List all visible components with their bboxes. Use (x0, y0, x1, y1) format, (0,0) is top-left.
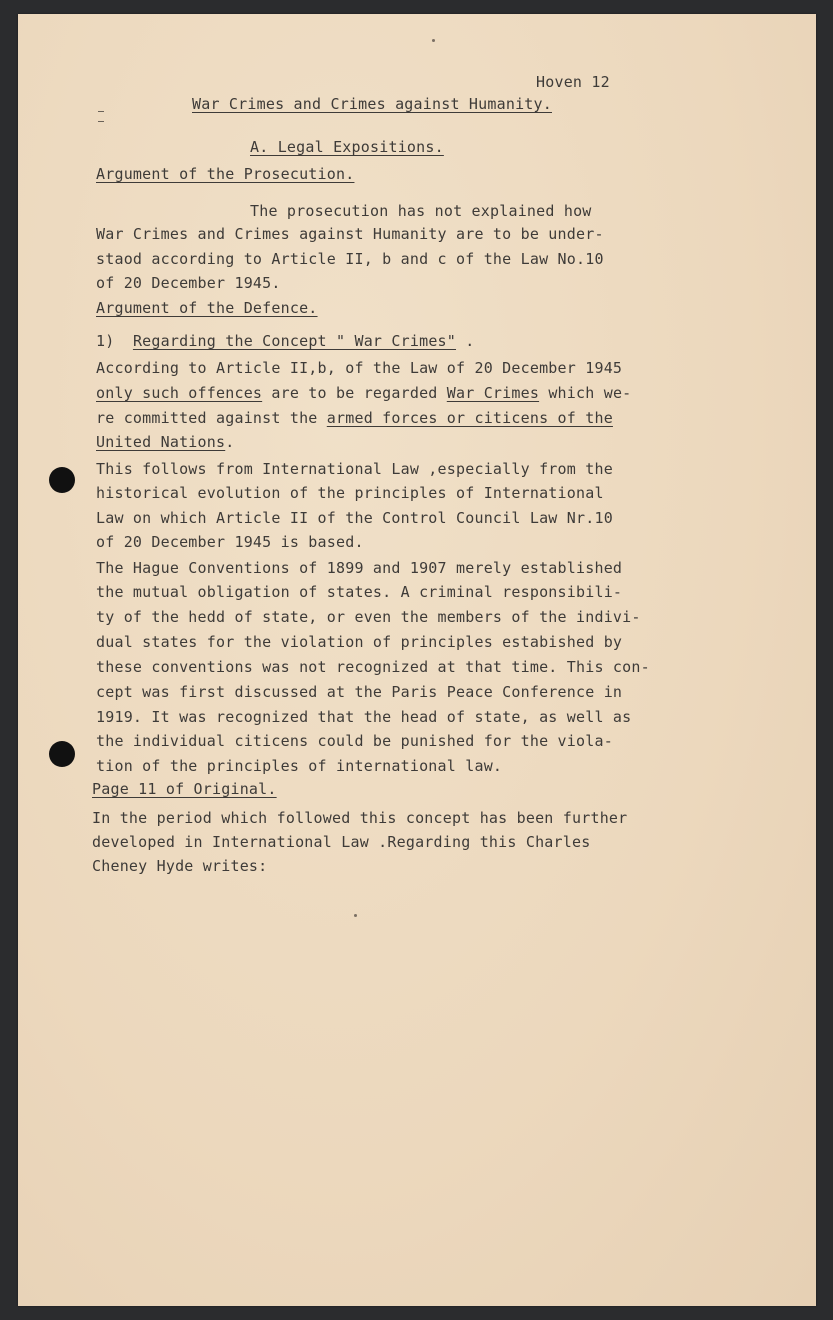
emphasis: armed forces or citicens of the (326, 409, 613, 427)
page-reference: Hoven 12 (536, 73, 610, 91)
text-line: tion of the principles of international law. (96, 757, 503, 775)
page-note: Page 11 of Original. (92, 780, 277, 798)
emphasis: United Nations (96, 433, 226, 451)
text-span: . (225, 433, 235, 451)
text-line: cept was first discussed at the Paris Peace Conference in (96, 683, 623, 701)
text-span: are to be regarded (262, 384, 447, 402)
text-line: Cheney Hyde writes: (92, 857, 268, 875)
text-line: the individual citicens could be punished for the viola- (96, 732, 613, 750)
text-line: According to Article II,b, of the Law of 20 December 1945 (96, 359, 623, 377)
emphasis: only such offences (96, 384, 263, 402)
text-span: which we- (539, 384, 632, 402)
punch-hole (49, 741, 75, 767)
emphasis: War Crimes (446, 384, 540, 402)
text-line: The prosecution has not explained how (250, 202, 592, 220)
text-span: re committed against the (96, 409, 327, 427)
margin-mark (98, 121, 104, 122)
text-line (96, 384, 631, 402)
subsection-line (96, 332, 474, 350)
text-line: Law on which Article II of the Control Council Law Nr.10 (96, 509, 613, 527)
margin-mark (98, 111, 104, 112)
text-line (96, 409, 613, 427)
text-line: This follows from International Law ,especially from the (96, 460, 613, 478)
text-line: the mutual obligation of states. A criminal responsibili- (96, 583, 623, 601)
text-line: developed in International Law .Regarding this Charles (92, 833, 591, 851)
text-line: ty of the hedd of state, or even the members of the indivi- (96, 608, 641, 626)
text-line: dual states for the violation of principles estabished by (96, 633, 623, 651)
text-line: 1919. It was recognized that the head of state, as well as (96, 708, 632, 726)
subsection-tail: . (456, 332, 475, 350)
text-line: The Hague Conventions of 1899 and 1907 merely established (96, 559, 623, 577)
text-line: historical evolution of the principles of International (96, 484, 604, 502)
punch-hole (49, 467, 75, 493)
text-line: of 20 December 1945 is based. (96, 533, 364, 551)
text-line: In the period which followed this concept has been further (92, 809, 628, 827)
subsection-number: 1) (96, 332, 115, 350)
document-page (18, 14, 816, 1306)
text-line: War Crimes and Crimes against Humanity are to be under- (96, 225, 604, 243)
paper-speck (432, 39, 435, 42)
text-line: of 20 December 1945. (96, 274, 281, 292)
prosecution-heading: Argument of the Prosecution. (96, 165, 355, 183)
subsection-heading: Regarding the Concept " War Crimes" (132, 332, 457, 350)
defence-heading: Argument of the Defence. (96, 299, 318, 317)
text-line: staod according to Article II, b and c of the Law No.10 (96, 250, 604, 268)
paper-speck (354, 914, 357, 917)
text-line: these conventions was not recognized at that time. This con- (96, 658, 650, 676)
document-title: War Crimes and Crimes against Humanity. (192, 95, 552, 113)
text-line (96, 433, 234, 451)
section-heading: A. Legal Expositions. (250, 138, 444, 156)
